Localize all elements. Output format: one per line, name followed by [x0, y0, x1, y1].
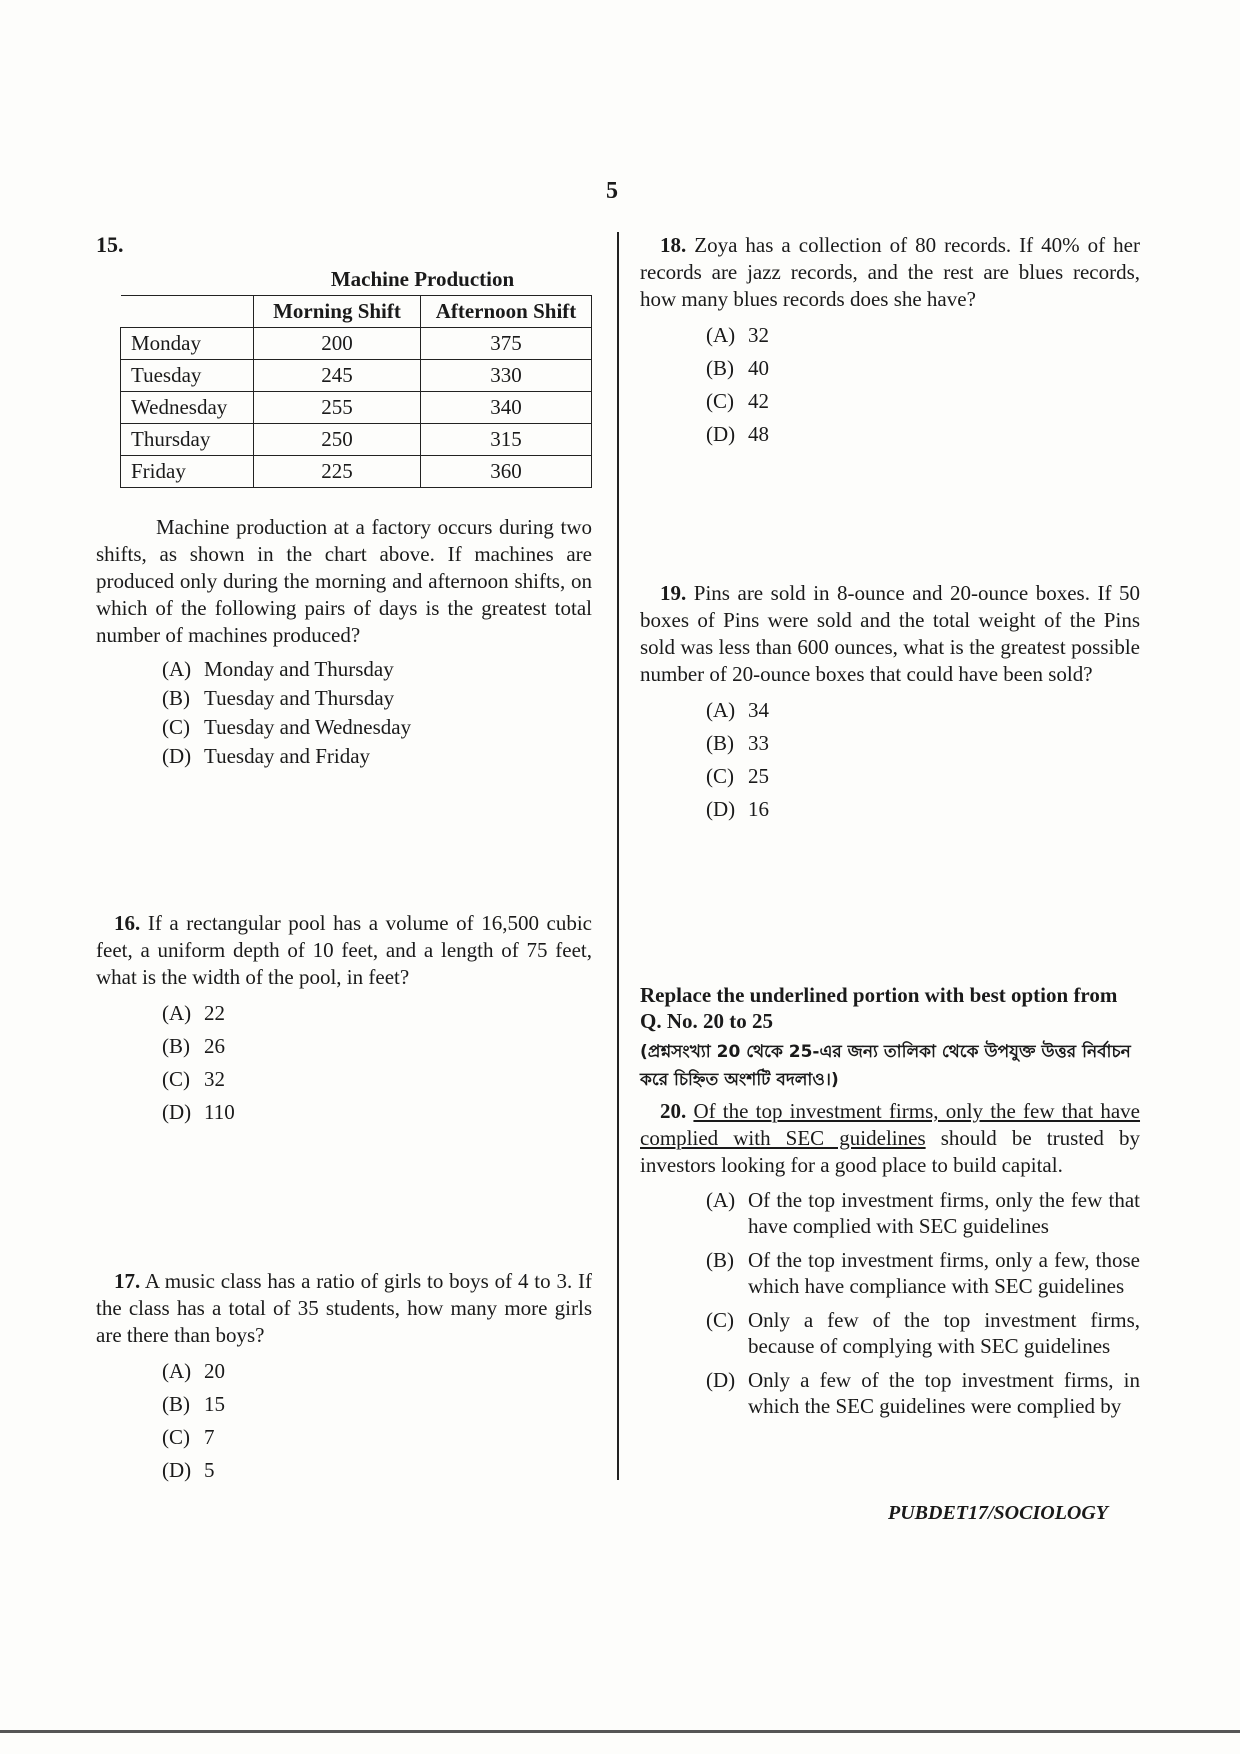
- question-19-options: [640, 694, 1140, 826]
- question-19: [640, 580, 1140, 826]
- question-16-stem: 16. If a rectangular pool has a volume of 16,500 cubic feet, a uniform depth of 10 feet, and a length of 75 feet, what is the width of the pool, in feet?: [96, 911, 593, 989]
- table-title: Machine Production: [330, 267, 515, 291]
- option-d[interactable]: (D) 110: [162, 1100, 235, 1124]
- question-15-options: [96, 655, 592, 771]
- option-a[interactable]: (A) 34: [706, 698, 769, 722]
- question-17-number: 17.: [114, 1269, 141, 1293]
- option-a[interactable]: (A) Of the top investment firms, only the few that have complied with SEC guidelines: [706, 1188, 1140, 1238]
- option-b[interactable]: (B) 15: [162, 1392, 225, 1416]
- option-c[interactable]: (C) 25: [706, 764, 769, 788]
- question-17-options: [96, 1355, 592, 1487]
- underlined-portion: Of the top investment firms, only the few that have complied with SEC guidelines: [640, 1099, 1141, 1150]
- question-20: [640, 1098, 1140, 1419]
- option-b[interactable]: (B) Of the top investment firms, only a few, those which have compliance with SEC guidelines: [706, 1248, 1140, 1298]
- section-heading: Replace the underlined portion with best option from Q. No. 20 to 25: [640, 983, 1118, 1033]
- question-15-number: 15.: [96, 232, 124, 257]
- bottom-rule: [0, 1730, 1240, 1733]
- table-row: [121, 424, 592, 456]
- option-c[interactable]: (C) Only a few of the top investment firms, because of complying with SEC guidelines: [706, 1308, 1140, 1358]
- footer-code: PUBDET17/SOCIOLOGY: [888, 1502, 1109, 1524]
- option-a[interactable]: (A) 22: [162, 1001, 225, 1025]
- section-heading-bengali: (প্রশ্নসংখ্যা 20 থেকে 25-এর জন্য তালিকা থেকে উপযুক্ত উত্তর নির্বাচন করে চিহ্নিত অংশটি বদলাও।): [640, 1042, 1131, 1090]
- section-20-25: [640, 982, 1140, 1427]
- option-b[interactable]: (B) 40: [706, 356, 769, 380]
- option-d[interactable]: (D) 16: [706, 797, 769, 821]
- row-afternoon: 360: [421, 456, 592, 488]
- question-20-number: 20.: [660, 1099, 687, 1123]
- question-18: [640, 232, 1140, 451]
- row-morning: 200: [254, 328, 421, 360]
- table-row: [121, 392, 592, 424]
- option-d[interactable]: (D) Tuesday and Friday: [162, 744, 371, 768]
- row-morning: 255: [254, 392, 421, 424]
- option-d[interactable]: (D) 48: [706, 422, 769, 446]
- row-afternoon: 330: [421, 360, 592, 392]
- row-day: Tuesday: [121, 360, 254, 392]
- question-15: [96, 232, 592, 771]
- option-c[interactable]: (C) 7: [162, 1425, 215, 1449]
- question-18-stem: 18. Zoya has a collection of 80 records. If 40% of her records are jazz records, and the rest are blues records, how many blues records does she have?: [640, 233, 1141, 311]
- question-17: [96, 1268, 592, 1487]
- machine-production-table: [120, 264, 592, 488]
- question-19-stem: 19. Pins are sold in 8-ounce and 20-ounce boxes. If 50 boxes of Pins were sold and the total weight of the Pins sold was less than 600 ounces, what is the greatest possible number of 20-ounce boxes that could have been sold?: [640, 581, 1141, 686]
- row-day: Thursday: [121, 424, 254, 456]
- option-b[interactable]: (B) 33: [706, 731, 769, 755]
- option-c[interactable]: (C) Tuesday and Wednesday: [162, 715, 412, 739]
- column-header-afternoon: Afternoon Shift: [421, 296, 592, 328]
- page-number: 5: [606, 178, 618, 204]
- left-column: [96, 232, 593, 1482]
- row-afternoon: 340: [421, 392, 592, 424]
- option-b[interactable]: (B) 26: [162, 1034, 225, 1058]
- question-16: [96, 910, 592, 1129]
- question-16-options: [96, 997, 592, 1129]
- question-19-number: 19.: [660, 581, 687, 605]
- option-a[interactable]: (A) 20: [162, 1359, 225, 1383]
- option-c[interactable]: (C) 42: [706, 389, 769, 413]
- question-18-number: 18.: [660, 233, 687, 257]
- row-day: Monday: [121, 328, 254, 360]
- option-d[interactable]: (D) Only a few of the top investment firms, in which the SEC guidelines were complied by: [706, 1368, 1140, 1418]
- option-a[interactable]: (A) Monday and Thursday: [162, 657, 394, 681]
- row-day: Wednesday: [121, 392, 254, 424]
- option-b[interactable]: (B) Tuesday and Thursday: [162, 686, 395, 710]
- table-row: [121, 456, 592, 488]
- question-20-options: [640, 1187, 1140, 1419]
- column-header-morning: Morning Shift: [254, 296, 421, 328]
- column-divider: [617, 232, 619, 1480]
- table-row: [121, 328, 592, 360]
- row-afternoon: 375: [421, 328, 592, 360]
- right-column: [640, 232, 1141, 1418]
- option-d[interactable]: (D) 5: [162, 1458, 215, 1482]
- question-16-number: 16.: [114, 911, 141, 935]
- row-morning: 250: [254, 424, 421, 456]
- question-18-options: [640, 319, 1140, 451]
- row-day: Friday: [121, 456, 254, 488]
- row-morning: 225: [254, 456, 421, 488]
- row-morning: 245: [254, 360, 421, 392]
- option-c[interactable]: (C) 32: [162, 1067, 225, 1091]
- row-afternoon: 315: [421, 424, 592, 456]
- option-a[interactable]: (A) 32: [706, 323, 769, 347]
- question-15-stem: Machine production at a factory occurs during two shifts, as shown in the chart above. If machines are produced only during the morning and afternoon shifts, on which of the following pairs of days is the greatest total number of machines produced?: [96, 515, 592, 647]
- table-row: [121, 360, 592, 392]
- question-17-stem: 17. A music class has a ratio of girls to boys of 4 to 3. If the class has a total of 35 students, how many more girls are there than boys?: [96, 1269, 592, 1347]
- question-20-stem: 20. Of the top investment firms, only the few that have complied with SEC guidelines should be trusted by investors looking for a good place to build capital.: [640, 1099, 1141, 1177]
